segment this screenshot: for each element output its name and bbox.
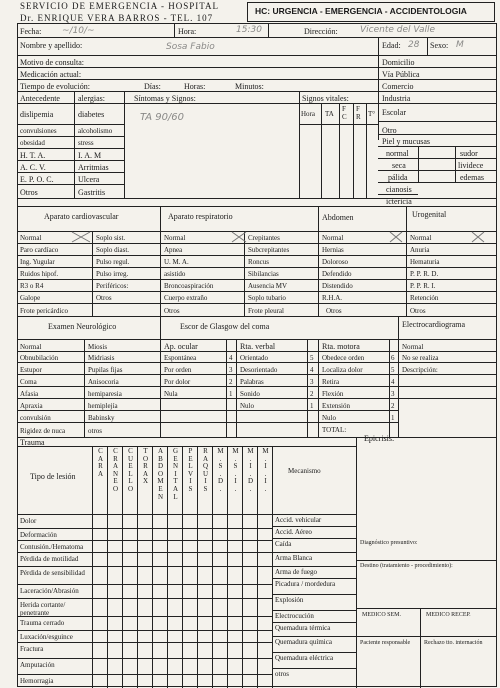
neuro-convulsion: convulsión [20,414,51,422]
abd-hernias: Hernias [322,246,344,254]
dias-label: Días: [144,82,161,91]
loc-otro: Otro [382,126,397,135]
lesion-6: Herida cortante/ penetrante [20,601,66,617]
neuro-normal: Normal [20,343,42,351]
resp-soplo-tubario: Soplo tubario [248,294,286,302]
motivo-label: Motivo de consulta: [20,58,84,67]
paciente-responsable-label: Paciente responsable [360,640,411,646]
nombre-value: Sosa Fabio [166,42,215,52]
motora-flexion-score: 3 [391,390,395,398]
lesion-9: Fractura [20,645,44,653]
neuro-apraxia: Apraxia [20,402,43,410]
neuro-otros: otros [88,427,102,435]
uro-header: Urogenital [412,210,447,219]
ocular-por-dolor-score: 2 [229,378,233,386]
cardio-paro: Paro cardíaco [20,246,59,254]
ocular-nula-score: 1 [229,390,233,398]
piel-edemas: edemas [460,173,484,182]
mecanismo-2: Caída [275,540,292,548]
verbal-nulo-score: 1 [310,402,314,410]
verbal-palabras-score: 3 [310,378,314,386]
ocular-espontanea: Espontánea [164,354,197,362]
sexo-value: M [456,40,464,50]
ant-obesidad: obesidad [20,139,45,147]
antecedente-header: Antecedente [20,94,60,103]
motora-retira-score: 4 [391,378,395,386]
cardio-r3r4: R3 o R4 [20,282,44,290]
header-title: HC: URGENCIA - EMERGENCIA - ACCIDENTOLOGIA [255,6,467,16]
cardio-header: Aparato cardiovascular [44,212,119,221]
rechazo-label: Rechazo tto. internación [424,640,483,646]
ant-ulcera: Ulcera [78,175,100,184]
horas-label: Horas: [184,82,206,91]
check-mark-uro [470,230,488,244]
trauma-header: Trauma [20,438,45,447]
neuro-coma: Coma [20,378,37,386]
ocular-por-orden-score: 3 [229,366,233,374]
mecanismo-4: Arma de fuego [275,568,317,576]
hora-label: Hora: [178,27,197,36]
neuro-hemiparesia: hemiparesia [88,390,122,398]
ant-diabetes: diabetes [78,110,105,119]
ant-iam: I. A. M [78,151,102,160]
uro-anuria: Anuria [410,246,430,254]
body-col-4: A B D O M E N [157,447,164,501]
abdomen-header: Abdomen [322,213,354,222]
neuro-estupor: Estupor [20,366,42,374]
cardio-ruidos: Ruidos hipof. [20,270,59,278]
tiempo-label: Tiempo de evolución: [20,82,90,91]
lesion-2: Contusión./Hematoma [20,543,84,551]
motora-retira: Retira [322,378,340,386]
resp-otros: Otros [164,307,180,315]
hora-value: 15:30 [236,25,262,35]
motora-nulo: Nulo [322,414,336,422]
ecg-descripcion: Descripción: [402,366,438,374]
mecanismo-5: Picadura / mordedura [275,580,336,588]
destino-label: Destino (tratamiento - procedimiento): [360,563,453,569]
ant-arritmias: Arritmias [78,163,109,172]
loc-industria: Industria [382,94,411,103]
resp-apnea: Apnea [164,246,183,254]
cardio-galope: Galope [20,294,41,302]
neuro-midriasis: Midriasis [88,354,115,362]
vital-col-fc: F C [342,105,347,121]
cardio-soplo-sist: Soplo sist. [96,234,126,242]
mecanismo-10: Quemadura eléctrica [275,654,334,662]
body-col-6: P E L V I S [187,447,194,493]
lesion-1: Deformación [20,531,57,539]
ocular-nula: Nula [164,390,178,398]
cardio-frote: Frote pericárdico [20,307,69,315]
ecg-header: Electrocardiograma [402,320,466,329]
epicrisis-label: Epicrisis: [364,434,395,443]
sexo-label: Sexo: [430,41,449,50]
body-col-3: T O R A X [142,447,149,486]
ant-gastritis: Gastritis [78,188,106,197]
abd-distendido: Distendido [322,282,353,290]
piel-palida: pálida [388,173,408,182]
ant-epoc: E. P. O. C. [20,175,54,184]
lesion-11: Hemorragia [20,677,54,685]
body-col-1: C R A N E O [112,447,119,493]
cardio-ing-yugular: Ing. Yugular [20,258,55,266]
mecanismo-7: Electrocución [275,612,314,620]
resp-ausencia-mv: Ausencia MV [248,282,288,290]
body-col-9: M . S . I . [232,447,239,493]
mecanismo-1: Accid. Aéreo [275,528,312,536]
abd-rha: R.H.A. [322,294,343,302]
handwritten-ta: TA 90/60 [140,112,185,123]
glasgow-header: Escor de Glasgow del coma [180,322,270,331]
neuro-pupilas-fijas: Pupilas fijas [88,366,123,374]
piel-ictericia: ictericia [386,197,412,206]
ant-acv: A. C. V. [20,163,46,172]
medico-sem-label: MEDICO SEM. [362,612,402,618]
motora-obedece-score: 6 [391,354,395,362]
cardio-otros: Otros [96,294,112,302]
motora-localiza-score: 5 [391,366,395,374]
cardio-soplo-diast: Soplo diast. [96,246,130,254]
uro-normal: Normal [410,234,432,242]
piel-seca: seca [392,161,406,170]
header-line1: SERVICIO DE EMERGENCIA - HOSPITAL [20,1,220,11]
motora-obedece: Obedece orden [322,354,365,362]
abd-defendido: Defendido [322,270,352,278]
motora-extension: Extensión [322,402,350,410]
sintomas-label: Síntomas y Signos: [134,94,196,103]
body-col-11: M . I . I . [262,447,269,493]
motora-flexion: Flexión [322,390,344,398]
ocular-por-orden: Por orden [164,366,192,374]
mecanismo-9: Quemadura química [275,638,332,646]
vital-col-hora: Hora [301,110,315,118]
diagnostico-label: Diagnóstico presuntivo: [360,540,418,546]
ant-stress: stress [78,139,94,147]
abd-otros: Otros [326,307,342,315]
resp-cuerpo-extrano: Cuerpo extraño [164,294,208,302]
resp-roncus: Roncus [248,258,269,266]
resp-subcrepitantes: Subcrepitantes [248,246,290,254]
lesion-4: Pérdida de sensibilidad [20,569,85,577]
ecg-no-realiza: No se realiza [402,354,439,362]
resp-crepitantes: Crepitantes [248,234,280,242]
motora-nulo-score: 1 [391,414,395,422]
neuro-babinsky: Babinsky [88,414,115,422]
resp-frote-pleural: Frote pleural [248,307,284,315]
verbal-sonido-score: 2 [310,390,314,398]
loc-escolar: Escolar [382,108,406,117]
resp-sibilancias: Sibilancias [248,270,279,278]
glasgow-motora-header: Rta. motora [322,342,360,351]
resp-normal: Normal [164,234,186,242]
verbal-palabras: Palabras [240,378,264,386]
body-col-5: G E N I T A L [172,447,179,501]
edad-value: 28 [408,40,420,50]
glasgow-ocular-header: Ap. ocular [164,342,198,351]
lesion-8: Luxación/esguince [20,633,73,641]
piel-cianosis: cianosis [386,185,412,194]
minutos-label: Minutos: [235,82,264,91]
tipo-lesion-label: Tipo de lesión [30,472,76,481]
cardio-perifericos: Periféricos: [96,282,129,290]
direccion-label: Dirección: [304,27,338,36]
neuro-anisocoria: Anisocoria [88,378,119,386]
uro-ppri: P. P. R. I. [410,282,436,290]
resp-uma: U. M. A. [164,258,189,266]
ant-convulsiones: convulsiones [20,127,57,135]
loc-domicilio: Domicilio [382,58,415,67]
signos-vitales-label: Signos vitales: [302,94,349,103]
vital-col-t: T° [368,110,376,118]
abd-normal: Normal [322,234,344,242]
edad-label: Edad: [382,41,401,50]
loc-comercio: Comercio [382,82,414,91]
fecha-value: ~/10/~ [62,26,95,36]
uro-otros: Otros [410,307,426,315]
loc-via-publica: Vía Pública [382,70,420,79]
vital-col-fr: F R [356,105,361,121]
glasgow-verbal-header: Rta. verbal [240,342,276,351]
ant-hta: H. T. A. [20,151,46,160]
mecanismo-8: Quemadura térmica [275,624,331,632]
check-mark-cardio [70,230,94,244]
nombre-label: Nombre y apellido: [20,41,83,50]
neuro-header: Examen Neurológico [48,322,117,331]
piel-header: Piel y mucusas [382,137,430,146]
cardio-normal: Normal [20,234,42,242]
uro-retencion: Retención [410,294,439,302]
body-col-10: M . I . D . [247,447,254,493]
mecanismo-6: Explosión [275,596,304,604]
header-line2: Dr. ENRIQUE VERA BARROS - TEL. 107 [20,13,214,23]
verbal-desorientado: Desorientado [240,366,278,374]
mecanismo-11: otros [275,670,289,678]
uro-pprd: P. P. R. D. [410,270,439,278]
medicacion-label: Medicación actual: [20,70,82,79]
check-mark-resp [230,230,250,244]
piel-normal: normal [386,149,409,158]
direccion-value: Vicente del Valle [360,25,436,35]
neuro-hemiplejia: hemiplejía [88,402,118,410]
medico-recep-label: MEDICO RECEP. [426,612,471,618]
abd-doloroso: Doloroso [322,258,349,266]
mecanismo-0: Accid. vehicular [275,516,322,524]
lesion-10: Amputación [20,661,55,669]
verbal-desorientado-score: 4 [310,366,314,374]
piel-lividece: lividece [458,161,484,170]
ocular-espontanea-score: 4 [229,354,233,362]
glasgow-total-label: TOTAL: [322,426,347,434]
body-col-2: C U E L L O [127,447,134,493]
body-col-0: C A R A [97,447,104,478]
lesion-5: Laceración/Abrasión [20,587,79,595]
neuro-afasia: Afasia [20,390,39,398]
ant-dislipemia: dislipemia [20,110,54,119]
verbal-sonido: Sonido [240,390,260,398]
uro-hematuria: Hematuria [410,258,440,266]
body-col-8: M . S . D . [217,447,224,493]
verbal-orientado-score: 5 [310,354,314,362]
verbal-orientado: Orientado [240,354,268,362]
ecg-normal: Normal [402,343,424,351]
cardio-pulso-irreg: Pulso irreg. [96,270,129,278]
ocular-por-dolor: Por dolor [164,378,191,386]
body-col-7: R A Q U I S [202,447,209,493]
mecanismo-label: Mecanismo [288,467,321,475]
neuro-miosis: Miosis [88,343,108,351]
lesion-7: Trauma cerrado [20,619,65,627]
ant-otros: Otros [20,188,38,197]
motora-extension-score: 2 [391,402,395,410]
resp-broncoaspiracion: Broncoaspiración [164,282,214,290]
mecanismo-3: Arma Blanca [275,554,313,562]
resp-header: Aparato respiratorio [168,212,233,221]
resp-asistido: asistido [164,270,186,278]
neuro-obnubilacion: Obnubilación [20,354,59,362]
fecha-label: Fecha: [20,27,42,36]
neuro-rigidez: Rigidez de nuca [20,427,66,435]
motora-localiza: Localiza dolor [322,366,363,374]
cardio-pulso-regul: Pulso regul. [96,258,130,266]
verbal-nulo: Nulo [240,402,254,410]
lesion-3: Pérdida de motilidad [20,555,79,563]
check-mark-abdomen [388,230,406,244]
vital-col-ta: TA [325,110,334,118]
lesion-0: Dolor [20,517,37,525]
ant-alcoholismo: alcoholismo [78,127,113,135]
piel-sudor: sudor [460,149,478,158]
alergias-label: alergias: [78,94,105,103]
